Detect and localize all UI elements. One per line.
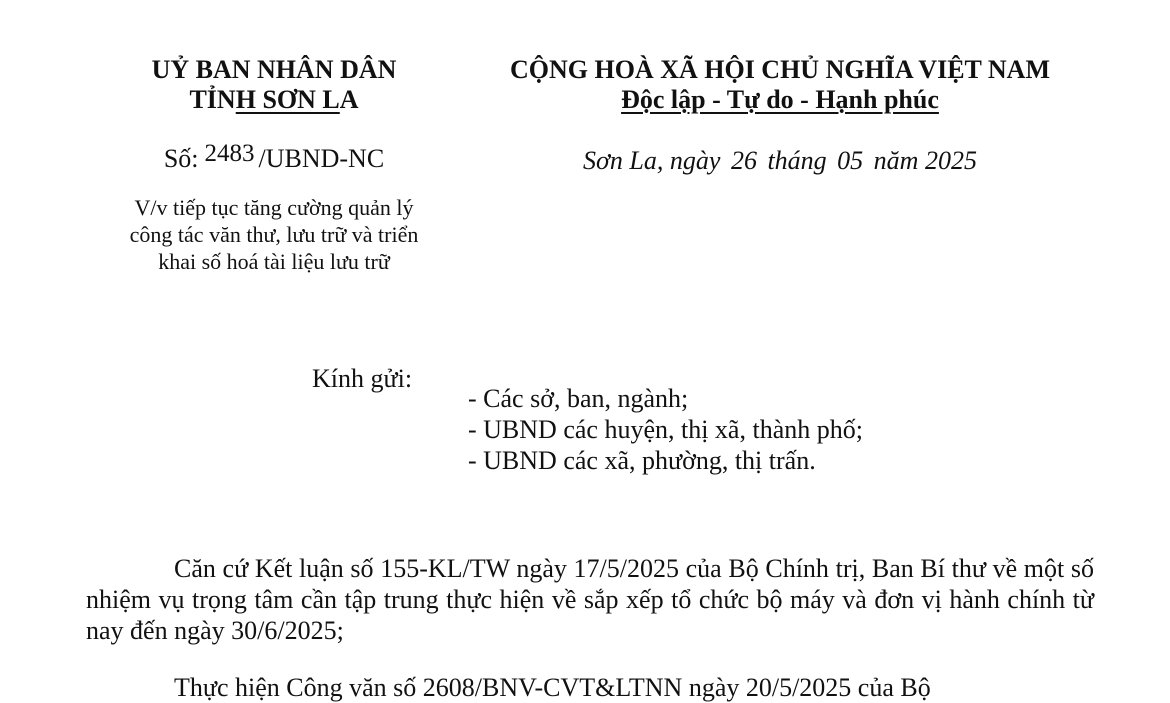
date-month-label: tháng: [767, 146, 827, 175]
agency-line-2-suffix: A: [339, 85, 359, 114]
agency-line-2: [80, 85, 468, 115]
country-name: CỘNG HOÀ XÃ HỘI CHỦ NGHĨA VIỆT NAM: [509, 55, 1051, 84]
date-year-label: năm: [873, 146, 919, 175]
agency-name: [80, 55, 468, 115]
subject-line-1: V/v tiếp tục tăng cường quản lý: [134, 195, 414, 220]
date-year: 2025: [924, 146, 977, 175]
document-number-value: 2483: [204, 140, 255, 167]
recipient-item: - Các sở, ban, ngành;: [468, 384, 689, 413]
recipient-item: - UBND các huyện, thị xã, thành phố;: [468, 415, 863, 444]
motto-text: Độc lập - Tự do - Hạnh phúc: [621, 85, 939, 114]
subject-line-2: công tác văn thư, lưu trữ và triển: [129, 222, 419, 247]
document-number-label: Số:: [163, 144, 199, 173]
national-title: [440, 55, 1120, 115]
document-date: [440, 145, 1120, 177]
agency-line-1: UỶ BAN NHÂN DÂN: [151, 55, 397, 84]
agency-line-2-underlined: H SƠN L: [235, 85, 340, 114]
date-day: 26: [730, 146, 757, 175]
recipients-label: Kính gửi:: [312, 364, 413, 393]
body-paragraph-2: Thực hiện Công văn số 2608/BNV-CVT&LTNN ngày 20/5/2025 của Bộ: [174, 673, 931, 702]
recipients-list: [468, 383, 863, 476]
recipient-item: - UBND các xã, phường, thị trấn.: [468, 446, 816, 475]
subject-line-3: khai số hoá tài liệu lưu trữ: [158, 249, 390, 274]
date-place-day: Sơn La, ngày: [583, 146, 721, 175]
document-subject: [80, 194, 468, 275]
document-number: [80, 140, 468, 176]
document-number-suffix: /UBND-NC: [258, 144, 385, 173]
motto: [440, 85, 1120, 115]
agency-line-2-prefix: TỈN: [189, 85, 236, 114]
date-month: 05: [837, 146, 864, 175]
body-paragraph-1: Căn cứ Kết luận số 155-KL/TW ngày 17/5/2025 của Bộ Chính trị, Ban Bí thư về một số nhiệm vụ trọng tâm cần tập trung thực hiện về sắp xếp tổ chức bộ máy và đơn vị hành chính từ nay đến ngày 30/6/2025;: [86, 554, 1094, 645]
